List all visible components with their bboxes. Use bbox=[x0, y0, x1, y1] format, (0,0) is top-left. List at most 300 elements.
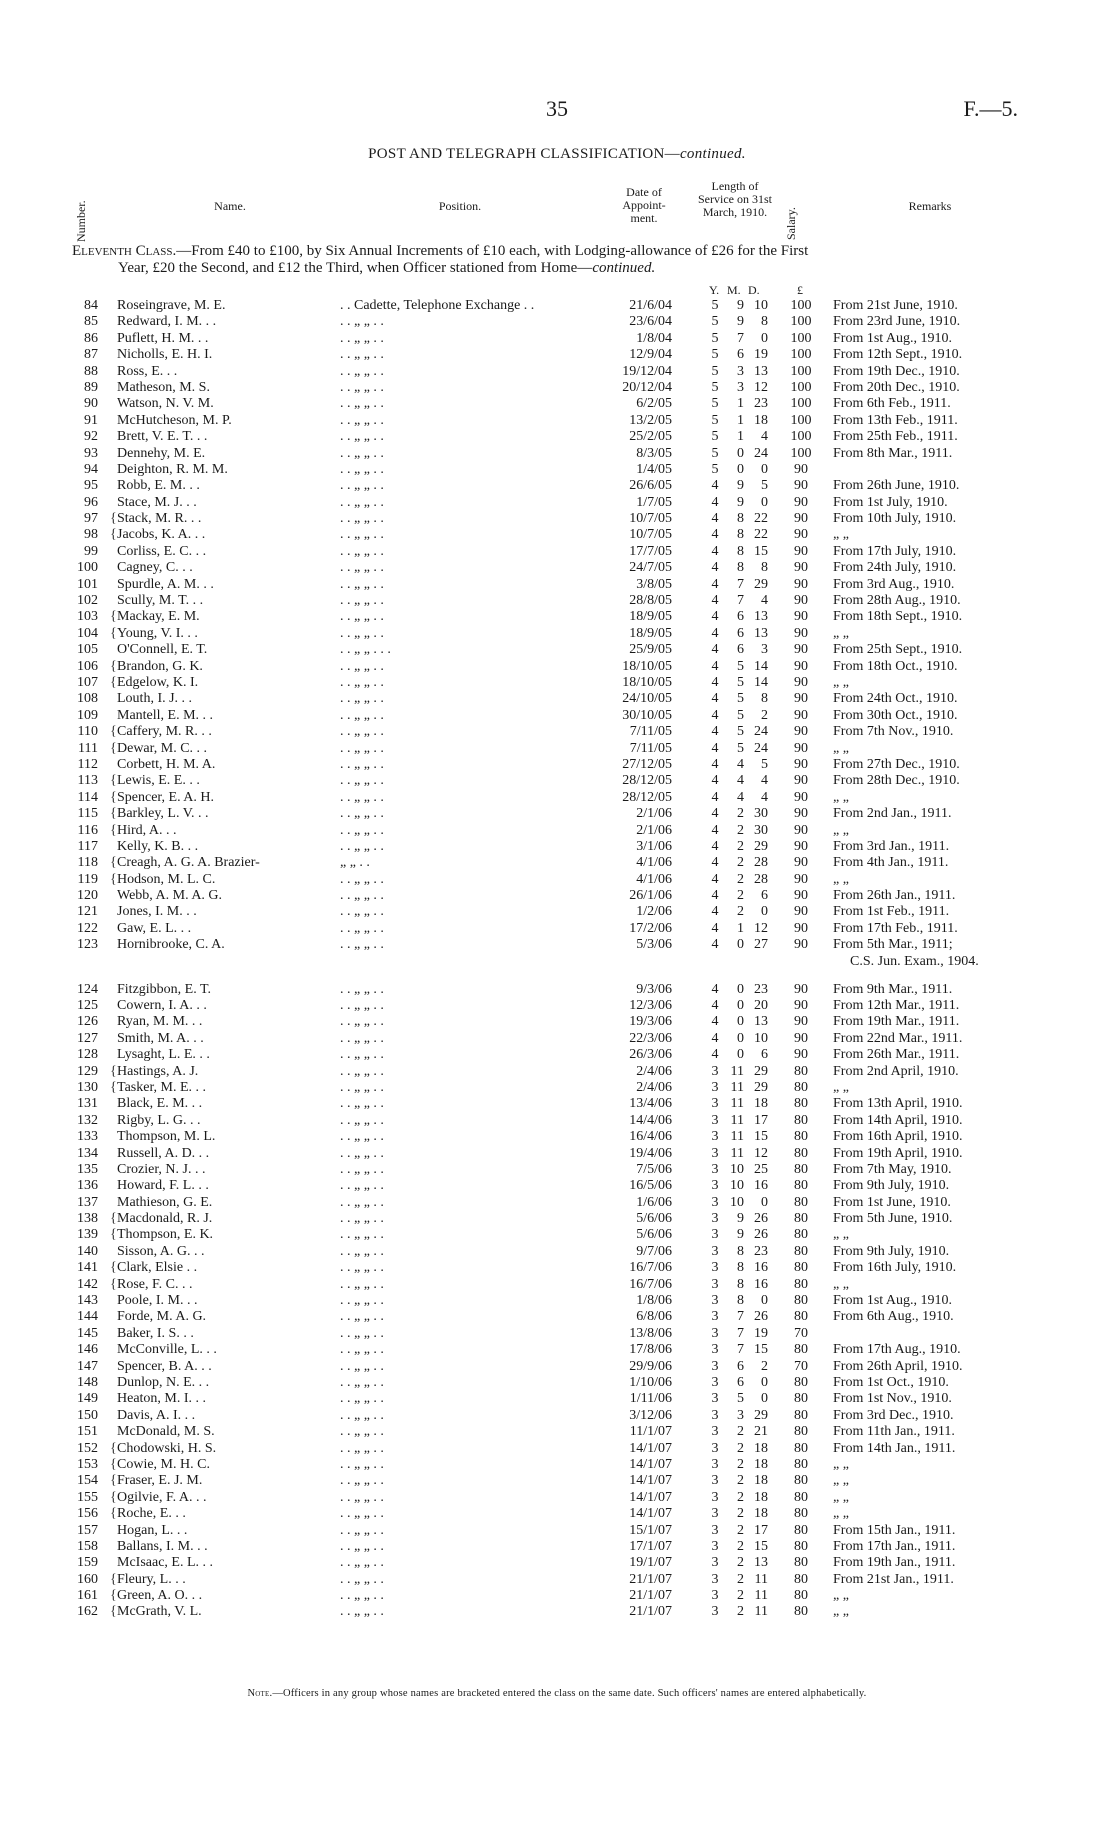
group-bracket: { bbox=[110, 1571, 117, 1587]
salary-value: 80 bbox=[794, 1309, 808, 1325]
service-days: 22 bbox=[754, 527, 768, 543]
salary-value: 80 bbox=[794, 1571, 808, 1587]
row-number: 160 bbox=[77, 1571, 98, 1587]
appointment-date: 17/2/06 bbox=[629, 920, 672, 936]
group-bracket: { bbox=[110, 1473, 117, 1489]
row-number: 161 bbox=[77, 1588, 98, 1604]
salary-value: 80 bbox=[794, 1178, 808, 1194]
table-row bbox=[0, 1047, 1114, 1063]
group-bracket: { bbox=[110, 1227, 117, 1243]
salary-value: 70 bbox=[794, 1358, 808, 1374]
service-years: 4 bbox=[711, 838, 719, 854]
officer-name: Smith, M. A. . . bbox=[117, 1030, 204, 1046]
service-months: 2 bbox=[737, 1555, 744, 1571]
officer-name: Barkley, L. V. . . bbox=[117, 806, 209, 822]
remarks-text: From 4th Jan., 1911. bbox=[833, 855, 949, 871]
appointment-date: 10/7/05 bbox=[629, 527, 672, 543]
service-years: 5 bbox=[711, 314, 719, 330]
remarks-text: From 25th Feb., 1911. bbox=[833, 429, 958, 445]
officer-position: . . „ „ . . bbox=[340, 511, 384, 527]
service-years: 5 bbox=[711, 445, 719, 461]
table-row bbox=[0, 1014, 1114, 1030]
officer-position: . . „ „ . . bbox=[340, 1276, 384, 1292]
officer-name: Lysaght, L. E. . . bbox=[117, 1047, 210, 1063]
officer-position: . . „ „ . . bbox=[340, 1424, 384, 1440]
remarks-text: From 1st June, 1910. bbox=[833, 1194, 951, 1210]
service-months: 8 bbox=[737, 1243, 744, 1259]
unit-headers bbox=[0, 283, 1114, 297]
row-number: 90 bbox=[84, 396, 98, 412]
remarks-text: „ „ bbox=[833, 1473, 849, 1489]
title-main: POST AND TELEGRAPH CLASSIFICATION— bbox=[368, 146, 680, 162]
salary-value: 90 bbox=[794, 789, 808, 805]
service-years: 4 bbox=[711, 888, 719, 904]
appointment-date: 25/9/05 bbox=[629, 642, 672, 658]
officer-position: . . „ „ . . bbox=[340, 461, 384, 477]
salary-value: 90 bbox=[794, 756, 808, 772]
remarks-text: From 1st Nov., 1910. bbox=[833, 1391, 952, 1407]
appointment-date: 6/2/05 bbox=[636, 396, 672, 412]
group-bracket: { bbox=[110, 822, 117, 838]
appointment-date: 3/8/05 bbox=[636, 576, 672, 592]
service-years: 4 bbox=[711, 674, 719, 690]
remarks-text: From 7th May, 1910. bbox=[833, 1161, 952, 1177]
group-bracket: { bbox=[110, 1063, 117, 1079]
row-number: 159 bbox=[77, 1555, 98, 1571]
service-days: 18 bbox=[754, 1096, 768, 1112]
officer-name: Hodson, M. L. C. bbox=[117, 871, 216, 887]
service-months: 8 bbox=[737, 511, 744, 527]
service-days: 26 bbox=[754, 1211, 768, 1227]
officer-name: Brandon, G. K. bbox=[117, 658, 203, 674]
salary-value: 90 bbox=[794, 658, 808, 674]
table-row bbox=[0, 1375, 1114, 1391]
service-days: 29 bbox=[754, 1079, 768, 1095]
table-row bbox=[0, 1555, 1114, 1571]
salary-value: 90 bbox=[794, 998, 808, 1014]
row-number: 151 bbox=[77, 1424, 98, 1440]
service-months: 2 bbox=[737, 1424, 744, 1440]
row-number: 125 bbox=[77, 998, 98, 1014]
service-years: 3 bbox=[711, 1538, 719, 1554]
service-months: 9 bbox=[737, 478, 744, 494]
remarks-text: From 15th Jan., 1911. bbox=[833, 1522, 956, 1538]
table-row bbox=[0, 1342, 1114, 1358]
officer-name: McIsaac, E. L. . . bbox=[117, 1555, 214, 1571]
officer-position: . . „ „ . . bbox=[340, 888, 384, 904]
appointment-date: 3/12/06 bbox=[629, 1407, 672, 1423]
service-months: 10 bbox=[730, 1178, 744, 1194]
remarks-text: From 13th April, 1910. bbox=[833, 1096, 963, 1112]
service-years: 3 bbox=[711, 1211, 719, 1227]
remarks-text: „ „ bbox=[833, 1079, 849, 1095]
row-number: 126 bbox=[77, 1014, 98, 1030]
service-days: 22 bbox=[754, 511, 768, 527]
service-months: 2 bbox=[737, 904, 744, 920]
footnote bbox=[0, 1688, 1114, 1699]
table-row bbox=[0, 1195, 1114, 1211]
remarks-text: From 5th Mar., 1911; bbox=[833, 937, 953, 953]
officer-name: Spurdle, A. M. . . bbox=[117, 576, 214, 592]
column-headers bbox=[0, 176, 1114, 248]
row-number: 158 bbox=[77, 1538, 98, 1554]
officer-name: Scully, M. T. . . bbox=[117, 593, 204, 609]
table-row bbox=[0, 1211, 1114, 1227]
officer-name: Jacobs, K. A. . . bbox=[117, 527, 206, 543]
salary-value: 80 bbox=[794, 1391, 808, 1407]
service-days: 24 bbox=[754, 724, 768, 740]
row-number: 137 bbox=[77, 1194, 98, 1210]
officer-position: . . „ „ . . bbox=[340, 674, 384, 690]
service-years: 3 bbox=[711, 1407, 719, 1423]
row-number: 84 bbox=[84, 298, 98, 313]
appointment-date: 13/2/05 bbox=[629, 412, 672, 428]
service-months: 2 bbox=[737, 1604, 744, 1620]
remarks-text: From 8th Mar., 1911. bbox=[833, 445, 953, 461]
table-row bbox=[0, 1424, 1114, 1440]
row-number: 104 bbox=[77, 625, 98, 641]
officer-position: . . „ „ . . bbox=[340, 981, 384, 997]
service-days: 19 bbox=[754, 347, 768, 363]
officer-position: . . „ „ . . bbox=[340, 593, 384, 609]
service-months: 0 bbox=[737, 998, 744, 1014]
table-row bbox=[0, 462, 1114, 478]
officer-name: Fraser, E. J. M. bbox=[117, 1473, 203, 1489]
salary-value: 90 bbox=[794, 806, 808, 822]
appointment-date: 13/8/06 bbox=[629, 1325, 672, 1341]
service-years: 4 bbox=[711, 511, 719, 527]
salary-value: 80 bbox=[794, 1243, 808, 1259]
service-years: 3 bbox=[711, 1129, 719, 1145]
remarks-text: From 10th July, 1910. bbox=[833, 511, 957, 527]
remarks-text: From 17th Aug., 1910. bbox=[833, 1342, 961, 1358]
service-days: 5 bbox=[761, 478, 768, 494]
appointment-date: 5/6/06 bbox=[636, 1211, 672, 1227]
salary-value: 80 bbox=[794, 1506, 808, 1522]
service-days: 8 bbox=[761, 560, 768, 576]
page-number: 35 bbox=[546, 96, 568, 121]
service-months: 0 bbox=[737, 937, 744, 953]
appointment-date: 14/1/07 bbox=[629, 1489, 672, 1505]
row-number: 130 bbox=[77, 1079, 98, 1095]
officer-position: . . „ „ . . bbox=[340, 871, 384, 887]
service-years: 4 bbox=[711, 806, 719, 822]
table-row bbox=[0, 347, 1114, 363]
officer-name: Corliss, E. C. . . bbox=[117, 543, 207, 559]
table-row bbox=[0, 609, 1114, 625]
service-months: 11 bbox=[730, 1129, 744, 1145]
remarks-text: „ „ bbox=[833, 822, 849, 838]
officer-position: „ „ . . bbox=[340, 855, 370, 871]
table-row bbox=[0, 413, 1114, 429]
remarks-text: From 13th Feb., 1911. bbox=[833, 412, 958, 428]
table-row bbox=[0, 1277, 1114, 1293]
table-row bbox=[0, 1441, 1114, 1457]
officer-position: . . „ „ . . bbox=[340, 314, 384, 330]
table-row bbox=[0, 577, 1114, 593]
salary-value: 80 bbox=[794, 1424, 808, 1440]
officer-position: . . „ „ . . bbox=[340, 1342, 384, 1358]
appointment-date: 2/4/06 bbox=[636, 1063, 672, 1079]
table-row bbox=[0, 1162, 1114, 1178]
service-years: 5 bbox=[711, 429, 719, 445]
service-years: 3 bbox=[711, 1112, 719, 1128]
service-years: 3 bbox=[711, 1375, 719, 1390]
officer-name: Forde, M. A. G. bbox=[117, 1309, 207, 1325]
appointment-date: 20/12/04 bbox=[622, 379, 672, 395]
service-days: 6 bbox=[761, 1047, 768, 1063]
table-row bbox=[0, 708, 1114, 724]
service-months: 8 bbox=[737, 560, 744, 576]
row-number: 92 bbox=[84, 429, 98, 445]
table-row bbox=[0, 904, 1114, 920]
service-years: 3 bbox=[711, 1063, 719, 1079]
header-date: Date of Appoint- ment. bbox=[622, 185, 666, 225]
service-years: 4 bbox=[711, 740, 719, 756]
remarks-text: „ „ bbox=[833, 527, 849, 543]
remarks-text: „ „ bbox=[833, 1506, 849, 1522]
remarks-text: From 6th Aug., 1910. bbox=[833, 1309, 954, 1325]
table-row bbox=[0, 757, 1114, 773]
row-number: 109 bbox=[77, 707, 98, 723]
service-years: 4 bbox=[711, 478, 719, 494]
remarks-text: From 2nd Jan., 1911. bbox=[833, 806, 952, 822]
remarks-text: From 2nd April, 1910. bbox=[833, 1063, 959, 1079]
service-years: 4 bbox=[711, 691, 719, 707]
appointment-date: 28/12/05 bbox=[622, 789, 672, 805]
service-years: 3 bbox=[711, 1309, 719, 1325]
appointment-date: 7/5/06 bbox=[636, 1161, 672, 1177]
officer-name: Ryan, M. M. . . bbox=[117, 1014, 203, 1030]
officer-position: . . „ „ . . bbox=[340, 445, 384, 461]
officer-name: Hird, A. . . bbox=[117, 822, 177, 838]
page-title bbox=[0, 146, 1114, 163]
salary-value: 90 bbox=[794, 871, 808, 887]
table-row bbox=[0, 888, 1114, 904]
salary-value: 90 bbox=[794, 543, 808, 559]
salary-value: 100 bbox=[790, 314, 812, 330]
officer-position: . . „ „ . . bbox=[340, 1243, 384, 1259]
service-months: 7 bbox=[737, 330, 744, 346]
row-number: 85 bbox=[84, 314, 98, 330]
remarks-text: From 24th Oct., 1910. bbox=[833, 691, 958, 707]
officer-position: . . „ „ . . bbox=[340, 707, 384, 723]
salary-value: 90 bbox=[794, 904, 808, 920]
salary-value: 90 bbox=[794, 560, 808, 576]
officer-name: Cagney, C. . . bbox=[117, 560, 193, 576]
service-years: 4 bbox=[711, 1047, 719, 1063]
officer-position: . . „ „ . . bbox=[340, 478, 384, 494]
service-days: 30 bbox=[754, 806, 768, 822]
table-row bbox=[0, 1096, 1114, 1112]
officer-name: Young, V. I. . . bbox=[117, 625, 198, 641]
table-row bbox=[0, 872, 1114, 888]
remarks-text: From 7th Nov., 1910. bbox=[833, 724, 954, 740]
unit-months: M. bbox=[727, 283, 741, 297]
service-months: 10 bbox=[730, 1194, 744, 1210]
unit-days: D. bbox=[748, 283, 760, 297]
officer-position: . . „ „ . . bbox=[340, 543, 384, 559]
salary-value: 90 bbox=[794, 724, 808, 740]
officer-name: Russell, A. D. . . bbox=[117, 1145, 210, 1161]
row-number: 114 bbox=[77, 789, 98, 805]
table-row bbox=[0, 823, 1114, 839]
officer-name: Thompson, M. L. bbox=[117, 1129, 216, 1145]
service-years: 4 bbox=[711, 724, 719, 740]
appointment-date: 11/1/07 bbox=[629, 1424, 672, 1440]
table-row bbox=[0, 1227, 1114, 1243]
salary-value: 80 bbox=[794, 1161, 808, 1177]
officer-position: . . „ „ . . bbox=[340, 347, 384, 363]
salary-value: 90 bbox=[794, 838, 808, 854]
appointment-date: 25/2/05 bbox=[629, 429, 672, 445]
officer-position: . . „ „ . . bbox=[340, 609, 384, 625]
service-months: 9 bbox=[737, 1227, 744, 1243]
officer-name: Puflett, H. M. . . bbox=[117, 330, 209, 346]
officer-position: . . „ „ . . bbox=[340, 1456, 384, 1472]
appointment-date: 18/9/05 bbox=[629, 625, 672, 641]
service-years: 3 bbox=[711, 1325, 719, 1341]
officer-position: . . „ „ . . bbox=[340, 1309, 384, 1325]
appointment-date: 12/3/06 bbox=[629, 998, 672, 1014]
row-number: 138 bbox=[77, 1211, 98, 1227]
row-number: 119 bbox=[77, 871, 98, 887]
remarks-text: From 6th Feb., 1911. bbox=[833, 396, 951, 412]
table-row bbox=[0, 855, 1114, 871]
row-number: 87 bbox=[84, 347, 98, 363]
table-row bbox=[0, 1506, 1114, 1522]
salary-value: 90 bbox=[794, 707, 808, 723]
service-years: 4 bbox=[711, 937, 719, 953]
service-months: 11 bbox=[730, 1063, 744, 1079]
row-number: 146 bbox=[77, 1342, 98, 1358]
service-months: 10 bbox=[730, 1161, 744, 1177]
service-years: 4 bbox=[711, 658, 719, 674]
table-row bbox=[0, 790, 1114, 806]
officer-position: . . „ „ . . bbox=[340, 1391, 384, 1407]
service-days: 18 bbox=[754, 1440, 768, 1456]
officer-name: Cowern, I. A. . . bbox=[117, 998, 207, 1014]
service-months: 9 bbox=[737, 1211, 744, 1227]
officer-name: Spencer, B. A. . . bbox=[117, 1358, 212, 1374]
remarks-text: From 18th Sept., 1910. bbox=[833, 609, 963, 625]
unit-pound: £ bbox=[797, 283, 803, 297]
appointment-date: 1/2/06 bbox=[636, 904, 672, 920]
service-months: 2 bbox=[737, 822, 744, 838]
service-months: 4 bbox=[737, 756, 744, 772]
class-desc-line1: Eleventh Class.—From £40 to £100, by Six Annual Increments of £10 each, with Lodging-allowance of £26 for the First bbox=[72, 243, 809, 259]
group-bracket: { bbox=[110, 1276, 117, 1292]
row-number: 144 bbox=[77, 1309, 98, 1325]
group-bracket: { bbox=[110, 511, 117, 527]
officer-name: Sisson, A. G. . . bbox=[117, 1243, 205, 1259]
remarks-text: From 12th Mar., 1911. bbox=[833, 998, 960, 1014]
officer-position: . . „ „ . . bbox=[340, 1161, 384, 1177]
row-number: 89 bbox=[84, 379, 98, 395]
appointment-date: 1/8/06 bbox=[636, 1293, 672, 1309]
remarks-text: From 17th Jan., 1911. bbox=[833, 1538, 956, 1554]
officer-position: . . „ „ . . bbox=[340, 1260, 384, 1276]
salary-value: 90 bbox=[794, 609, 808, 625]
officer-name: McGrath, V. L. bbox=[117, 1604, 202, 1620]
service-days: 17 bbox=[754, 1112, 768, 1128]
remarks-text: „ „ bbox=[833, 674, 849, 690]
service-days: 20 bbox=[754, 998, 768, 1014]
service-years: 3 bbox=[711, 1161, 719, 1177]
footnote-label: Note. bbox=[247, 1688, 273, 1699]
row-number: 97 bbox=[84, 511, 98, 527]
officer-position: . . „ „ . . bbox=[340, 756, 384, 772]
service-months: 6 bbox=[737, 347, 744, 363]
officer-name: Lewis, E. E. . . bbox=[117, 773, 200, 789]
service-months: 11 bbox=[730, 1112, 744, 1128]
group-bracket: { bbox=[110, 1489, 117, 1505]
table-row bbox=[0, 1490, 1114, 1506]
service-days: 29 bbox=[754, 1407, 768, 1423]
table-row bbox=[0, 364, 1114, 380]
officer-position: . . „ „ . . bbox=[340, 1030, 384, 1046]
officer-name: Ogilvie, F. A. . . bbox=[117, 1489, 207, 1505]
service-years: 4 bbox=[711, 871, 719, 887]
service-years: 3 bbox=[711, 1522, 719, 1538]
appointment-date: 26/6/05 bbox=[629, 478, 672, 494]
service-years: 3 bbox=[711, 1571, 719, 1587]
service-years: 3 bbox=[711, 1342, 719, 1358]
service-months: 9 bbox=[737, 298, 744, 313]
appointment-date: 3/1/06 bbox=[636, 838, 672, 854]
officer-name: Hogan, L. . . bbox=[117, 1522, 188, 1538]
service-years: 4 bbox=[711, 998, 719, 1014]
row-number: 94 bbox=[84, 461, 98, 477]
row-number: 148 bbox=[77, 1375, 98, 1390]
salary-value: 80 bbox=[794, 1604, 808, 1620]
remarks-text: From 1st July, 1910. bbox=[833, 494, 948, 510]
service-months: 11 bbox=[730, 1096, 744, 1112]
remarks-text: From 14th April, 1910. bbox=[833, 1112, 963, 1128]
service-years: 4 bbox=[711, 920, 719, 936]
service-days: 5 bbox=[761, 756, 768, 772]
officer-position: . . „ „ . . bbox=[340, 1538, 384, 1554]
table-row bbox=[0, 1113, 1114, 1129]
service-months: 2 bbox=[737, 1506, 744, 1522]
service-months: 8 bbox=[737, 543, 744, 559]
appointment-date: 4/1/06 bbox=[636, 855, 672, 871]
service-years: 3 bbox=[711, 1588, 719, 1604]
service-months: 7 bbox=[737, 1309, 744, 1325]
service-years: 3 bbox=[711, 1227, 719, 1243]
service-months: 8 bbox=[737, 1260, 744, 1276]
row-number: 140 bbox=[77, 1243, 98, 1259]
salary-value: 100 bbox=[790, 347, 812, 363]
officer-position: . . „ „ . . bbox=[340, 1588, 384, 1604]
salary-value: 80 bbox=[794, 1079, 808, 1095]
salary-value: 80 bbox=[794, 1489, 808, 1505]
appointment-date: 16/7/06 bbox=[629, 1276, 672, 1292]
officer-name: Crozier, N. J. . . bbox=[117, 1161, 206, 1177]
officer-name: Tasker, M. E. . . bbox=[117, 1079, 207, 1095]
remarks-text: From 3rd Jan., 1911. bbox=[833, 838, 950, 854]
officer-name: Chodowski, H. S. bbox=[117, 1440, 217, 1456]
service-years: 4 bbox=[711, 707, 719, 723]
officer-position: . . „ „ . . bbox=[340, 806, 384, 822]
service-days: 8 bbox=[761, 691, 768, 707]
officer-position: . . „ „ . . bbox=[340, 1293, 384, 1309]
table-row bbox=[0, 921, 1114, 937]
table-row bbox=[0, 1457, 1114, 1473]
service-months: 5 bbox=[737, 658, 744, 674]
officer-name: Mathieson, G. E. bbox=[117, 1194, 213, 1210]
service-years: 4 bbox=[711, 593, 719, 609]
